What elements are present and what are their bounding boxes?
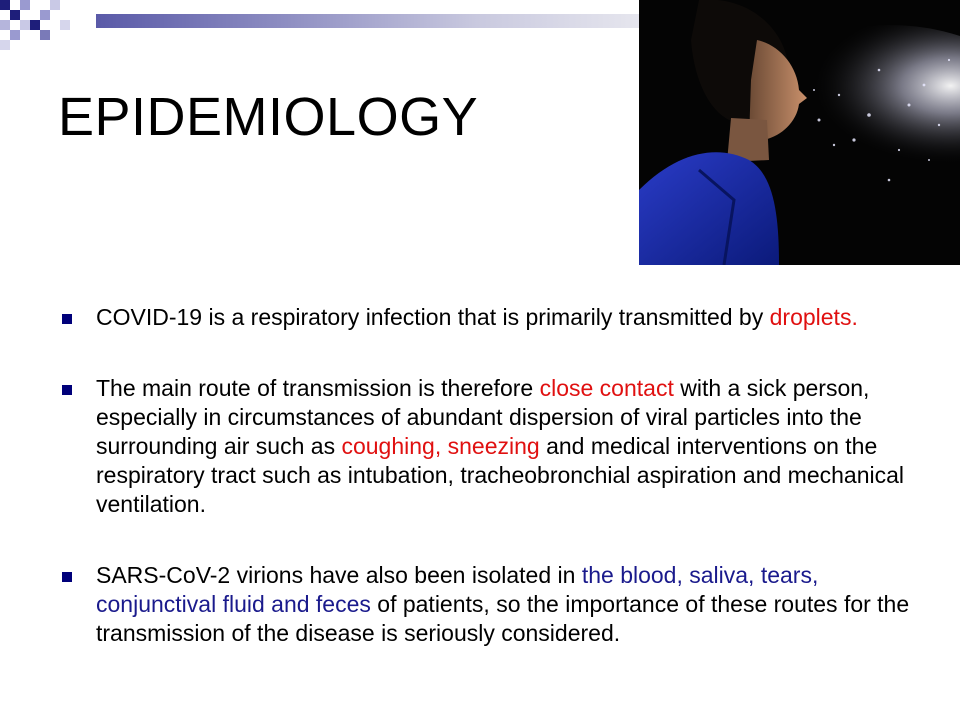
- square-bullet-icon: [62, 314, 72, 324]
- square-bullet-icon: [62, 385, 72, 395]
- bullet-text: SARS-CoV-2 virions have also been isolated in: [96, 562, 582, 588]
- slide-title: EPIDEMIOLOGY: [58, 87, 479, 147]
- bullet-list: [62, 303, 912, 648]
- sneeze-photo-art: [639, 0, 960, 265]
- bullet-text: with a sick person, especially in circumstances of abundant dispersion of viral particles into the surrounding air such as: [96, 375, 870, 459]
- corner-checker-decoration: [0, 0, 80, 60]
- bullet-item: [62, 374, 912, 519]
- bullet-highlight: the blood, saliva, tears, conjunctival fluid and feces: [96, 562, 819, 617]
- bullet-item: [62, 561, 912, 648]
- bullet-highlight: close contact: [539, 375, 674, 401]
- bullet-highlight: coughing, sneezing: [341, 433, 540, 459]
- bullet-highlight: droplets.: [769, 304, 858, 330]
- square-bullet-icon: [62, 572, 72, 582]
- bullet-text: and medical interventions on the respiratory tract such as intubation, tracheobronchial aspiration and mechanical ventilation.: [96, 433, 904, 517]
- sneeze-photo: [639, 0, 960, 265]
- bullet-text: COVID-19 is a respiratory infection that is primarily transmitted by: [96, 304, 770, 330]
- title-decor-bar: [96, 14, 640, 28]
- bullet-item: [62, 303, 912, 332]
- bullet-text: The main route of transmission is therefore: [96, 375, 540, 401]
- bullet-text: of patients, so the importance of these routes for the transmission of the disease is seriously considered.: [96, 591, 910, 646]
